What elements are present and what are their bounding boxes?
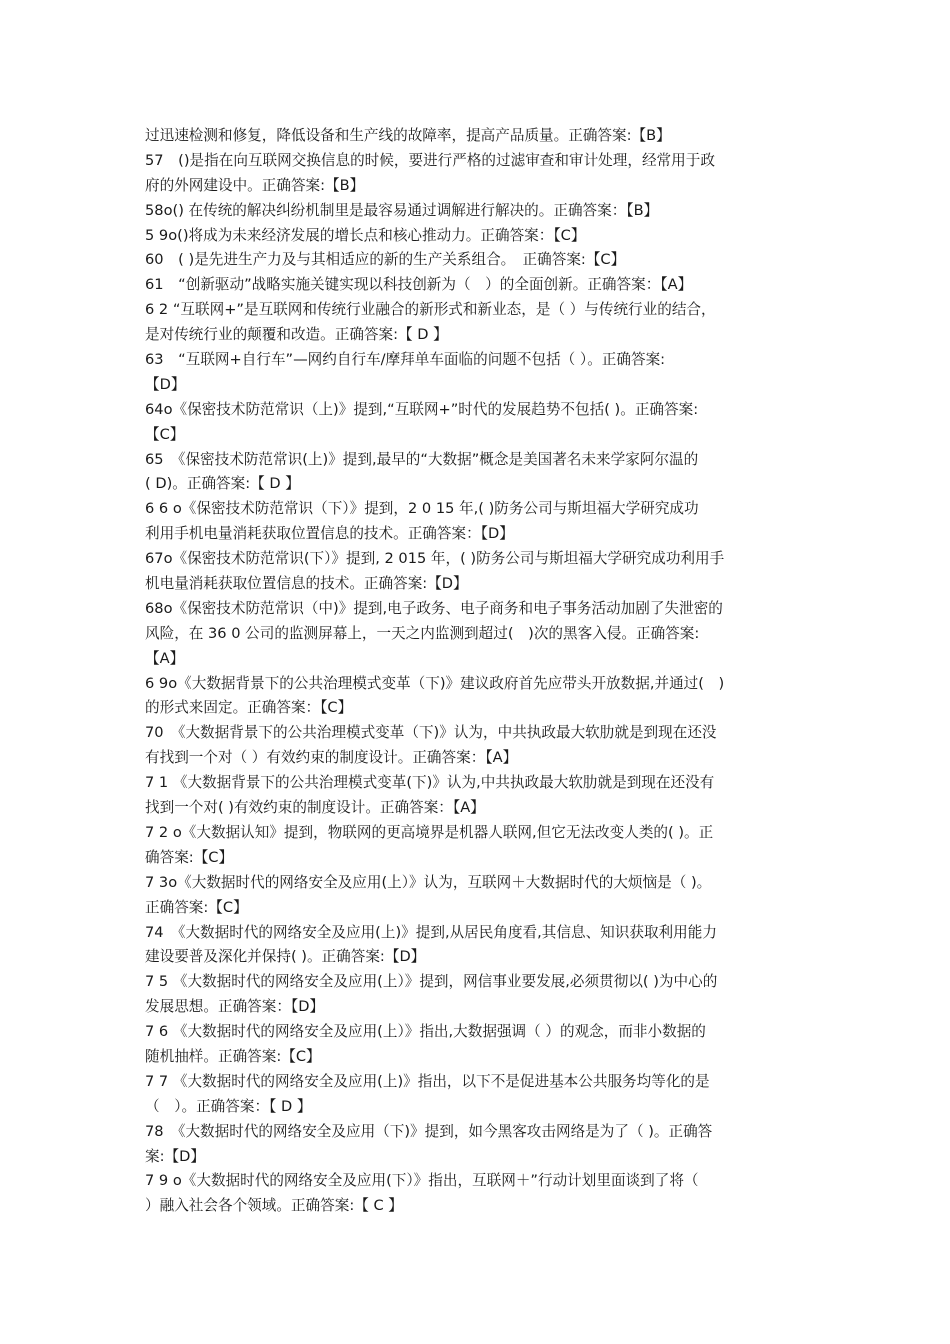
text-line: 64ο《保密技术防范常识（上)》提到,“互联网+”时代的发展趋势不包括( )。正确答案: [145,400,699,418]
text-line: 7 3ο《大数据时代的网络安全及应用(上）》认为，互联网＋大数据时代的大烦恼是（ )。 [145,873,712,891]
text-line: 【C】 [145,425,185,443]
text-line: 58ο() 在传统的解决纠纷机制里是最容易通过调解进行解决的。正确答案：【B】 [145,201,659,219]
text-line: 【A】 [145,649,185,667]
document-body [145,124,813,1219]
text-line: 确答案:【C】 [145,848,234,866]
text-line: 发展思想。正确答案：【D】 [145,998,325,1016]
text-line: 7 6 《大数据时代的网络安全及应用(上）》指出,大数据强调（ ）的观念，而非小数据的 [145,1023,706,1041]
text-line: 68ο《保密技术防范常识（中)》提到,电子政务、电子商务和电子事务活动加剧了失泄密的 [145,599,723,617]
text-line: 74 《大数据时代的网络安全及应用(上)》提到,从居民角度看,其信息、知识获取利用能力 [145,923,717,941]
text-line: 正确答案:【C】 [145,898,248,916]
text-line: 府的外网建设中。正确答案:【B】 [145,176,365,194]
text-line: 是对传统行业的颠覆和改造。正确答案:【 D 】 [145,326,448,344]
text-line: 7 5 《大数据时代的网络安全及应用(上）》提到，网信事业要发展,必须贯彻以( )为中心的 [145,973,718,991]
text-line: 65 《保密技术防范常识(上)》提到,最早的“大数据”概念是美国著名未来学家阿尔温的 [145,450,699,468]
text-line: 有找到一个对（ ）有效约束的制度设计。正确答案：【A】 [145,749,518,767]
text-line: 7 9 ο《大数据时代的网络安全及应用(下）》指出，互联网＋”行动计划里面谈到了将（ [145,1172,699,1190]
text-line: 随机抽样。正确答案:【C】 [145,1047,321,1065]
text-line: 的形式来固定。正确答案：【C】 [145,699,353,717]
text-line: ( D)。正确答案:【 D 】 [145,475,300,493]
text-line: 7 1 《大数据背景下的公共治理模式变革(下)》认为,中共执政最大软肋就是到现在还没有 [145,774,715,792]
text-line: 6 9ο《大数据背景下的公共治理模式变革（下)》建议政府首先应带头开放数据,并通过( ) [145,674,725,692]
text-line: （ ）。正确答案：【 D 】 [145,1097,312,1115]
text-line: 机电量消耗获取位置信息的技术。正确答案:【D】 [145,575,468,593]
text-line: 风险，在 36 0 公司的监测屏幕上，一天之内监测到超过( )次的黑客入侵。正确答案: [145,624,700,642]
text-line: 63 “互联网+自行车”—网约自行车/摩拜单车面临的问题不包括（ ）。正确答案: [145,351,666,369]
text-line: 6 2 “互联网+”是互联网和传统行业融合的新形式和新业态，是（ ）与传统行业的结合， [145,301,716,319]
text-line: 57 ()是指在向互联网交换信息的时候，要进行严格的过滤审查和审计处理，经常用于政 [145,151,715,169]
text-line: 7 2 ο《大数据认知》提到，物联网的更高境界是机器人联网,但它无法改变人类的( )。正 [145,823,714,841]
text-line: 过迅速检测和修复，降低设备和生产线的故障率，提高产品质量。正确答案:【B】 [145,127,671,144]
text-line: 5 9ο()将成为未来经济发展的增长点和核心推动力。正确答案：【C】 [145,226,586,244]
text-line: 61 “创新驱动”战略实施关键实现以科技创新为（ ）的全面创新。正确答案：【A】 [145,276,693,294]
text-line: 78 《大数据时代的网络安全及应用（下)》提到，如今黑客攻击网络是为了（ )。正确答 [145,1122,713,1140]
text-line: 6 6 ο《保密技术防范常识（下）》提到，2 0 15 年,( )防务公司与斯坦福大学研究成功 [145,500,699,518]
text-line: 【D】 [145,375,186,393]
text-line: 利用手机电量消耗获取位置信息的技术。正确答案：【D】 [145,525,514,543]
text-line: 70 《大数据背景下的公共治理模式变革（下)》认为，中共执政最大软肋就是到现在还没 [145,724,717,742]
text-line: 7 7 《大数据时代的网络安全及应用(上)》指出，以下不是促进基本公共服务均等化的是 [145,1072,710,1090]
text-line: 找到一个对( )有效约束的制度设计。正确答案：【A】 [145,799,485,817]
text-line: 案:【D】 [145,1147,205,1165]
text-line: 67ο《保密技术防范常识(下）》提到, 2 015 年，( )防务公司与斯坦福大学研究成功利用手 [145,550,725,568]
text-line: 建设要普及深化并保持( )。正确答案:【D】 [145,948,426,966]
text-line: 60 ( )是先进生产力及与其相适应的新的生产关系组合。 正确答案:【C】 [145,251,626,269]
text-line: ）融入社会各个领域。正确答案:【 C 】 [145,1197,403,1215]
